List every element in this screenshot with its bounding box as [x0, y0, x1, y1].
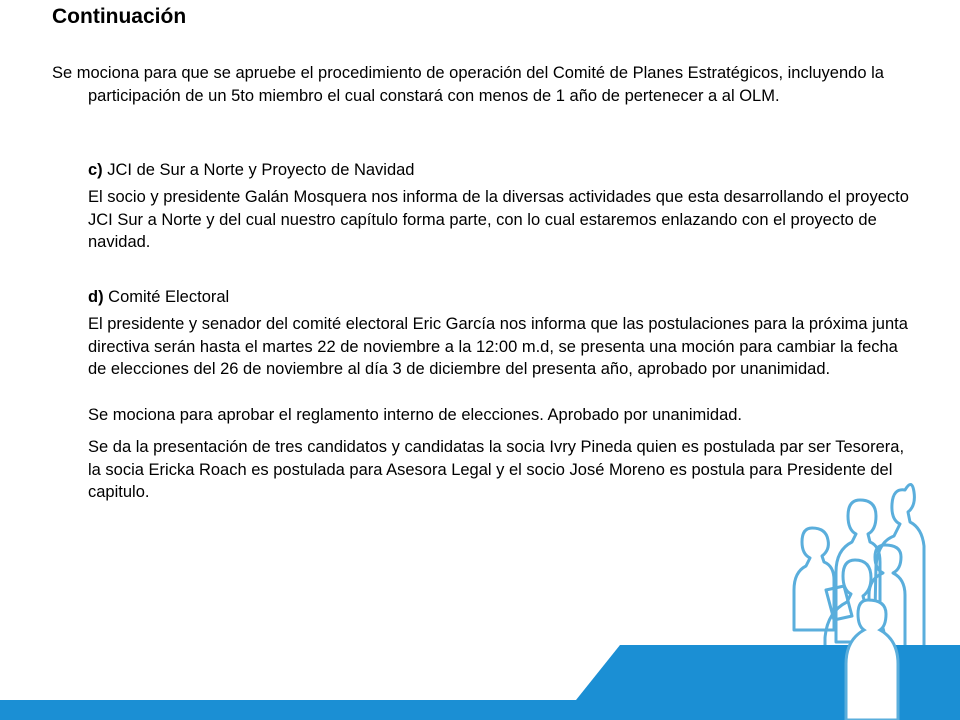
section-d-body-regulation: Se mociona para aprobar el reglamento interno de elecciones. Aprobado por unanimidad.: [88, 406, 743, 424]
blue-band-right: [560, 645, 960, 720]
section-c-heading: [88, 159, 918, 182]
section-c-letter: c): [88, 161, 103, 179]
section-d-heading: [88, 286, 918, 309]
section-c-title: JCI de Sur a Norte y Proyecto de Navidad: [102, 161, 415, 179]
section-d-title: Comité Electoral: [103, 288, 230, 306]
blue-footer-stripe: [0, 700, 960, 720]
people-silhouette-icon: [794, 484, 924, 720]
front-figure-icon: [846, 600, 898, 720]
section-c-body: El socio y presidente Galán Mosquera nos informa de la diversas actividades que esta desarrollando el proyecto JCI Sur a Norte y del cual nuestro capítulo forma parte, con lo cual estaremos enlazando con el proyecto de navidad.: [88, 188, 909, 251]
section-d-body-candidates: Se da la presentación de tres candidatos y candidatas la socia Ivry Pineda quien es postulada par ser Tesorera, la socia Ericka Roach es postulada para Asesora Legal y el socio José Moreno es postula para Presidente del capitulo.: [88, 438, 905, 501]
section-d-letter: d): [88, 288, 104, 306]
slide-title: Continuación: [52, 5, 187, 28]
motion-paragraph: Se mociona para que se apruebe el procedimiento de operación del Comité de Planes Estratégicos, incluyendo la participación de un 5to miembro el cual constará con menos de 1 año de pertenecer a al OLM.: [52, 64, 884, 105]
section-d-body: El presidente y senador del comité electoral Eric García nos informa que las postulaciones para la próxima junta directiva serán hasta el martes 22 de noviembre a la 12:00 m.d, se presenta una moción para cambiar la fecha de elecciones del 26 de noviembre al día 3 de diciembre del presenta año, aprobado por unanimidad.: [88, 315, 908, 378]
